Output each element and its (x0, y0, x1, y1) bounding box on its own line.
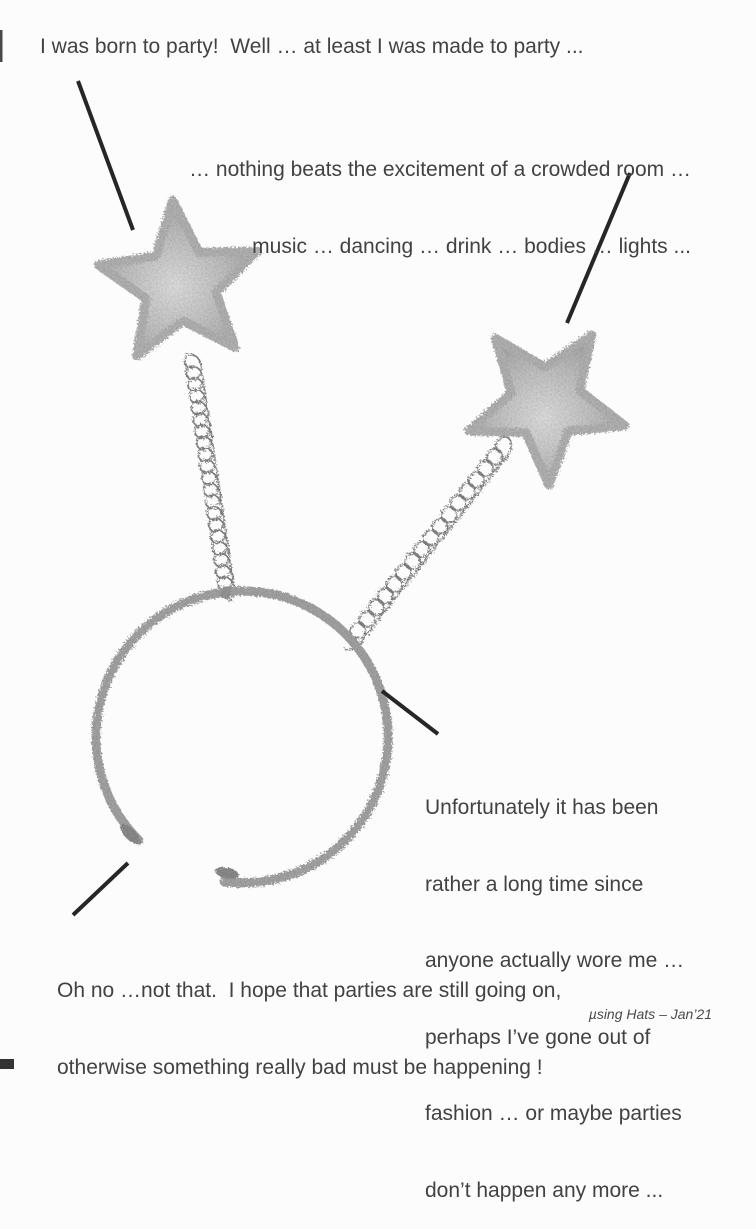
scan-artifacts (0, 30, 14, 1069)
speech-line: Oh no …not that. I hope that parties are still going on, (57, 979, 562, 1002)
speech-line: rather a long time since (425, 872, 644, 896)
left-spring-coil (185, 355, 235, 602)
speech-born-to-party: I was born to party! Well … at least I was made to party ... (40, 35, 584, 58)
speech-line: fashion … or maybe parties (425, 1102, 682, 1125)
speech-line: Unfortunately it has been (425, 796, 659, 819)
speech-line: perhaps I’ve gone out of (425, 1025, 651, 1049)
left-spring-base-nub (221, 586, 231, 599)
headband-arc (96, 591, 388, 883)
left-edge-scan-mark (0, 30, 3, 62)
speech-line: … nothing beats the excitement of a crowded room … (189, 158, 691, 181)
speech-oh-no (57, 927, 561, 1106)
credit-line: µsing Hats – Jan’21 (588, 1006, 712, 1022)
speech-line: music … dancing … drink … bodies … lights ... (252, 234, 691, 258)
corner-scan-mark (0, 1059, 14, 1069)
speech-line: otherwise something really bad must be happening ! (57, 1055, 543, 1079)
speech-line: don’t happen any more ... (425, 1178, 664, 1202)
right-spring-coil (345, 437, 512, 650)
callout-line-top-left (78, 81, 133, 230)
speech-excitement (140, 106, 691, 285)
speech-line: anyone actually wore me … (425, 949, 685, 972)
callout-line-bottom-left (73, 863, 128, 915)
